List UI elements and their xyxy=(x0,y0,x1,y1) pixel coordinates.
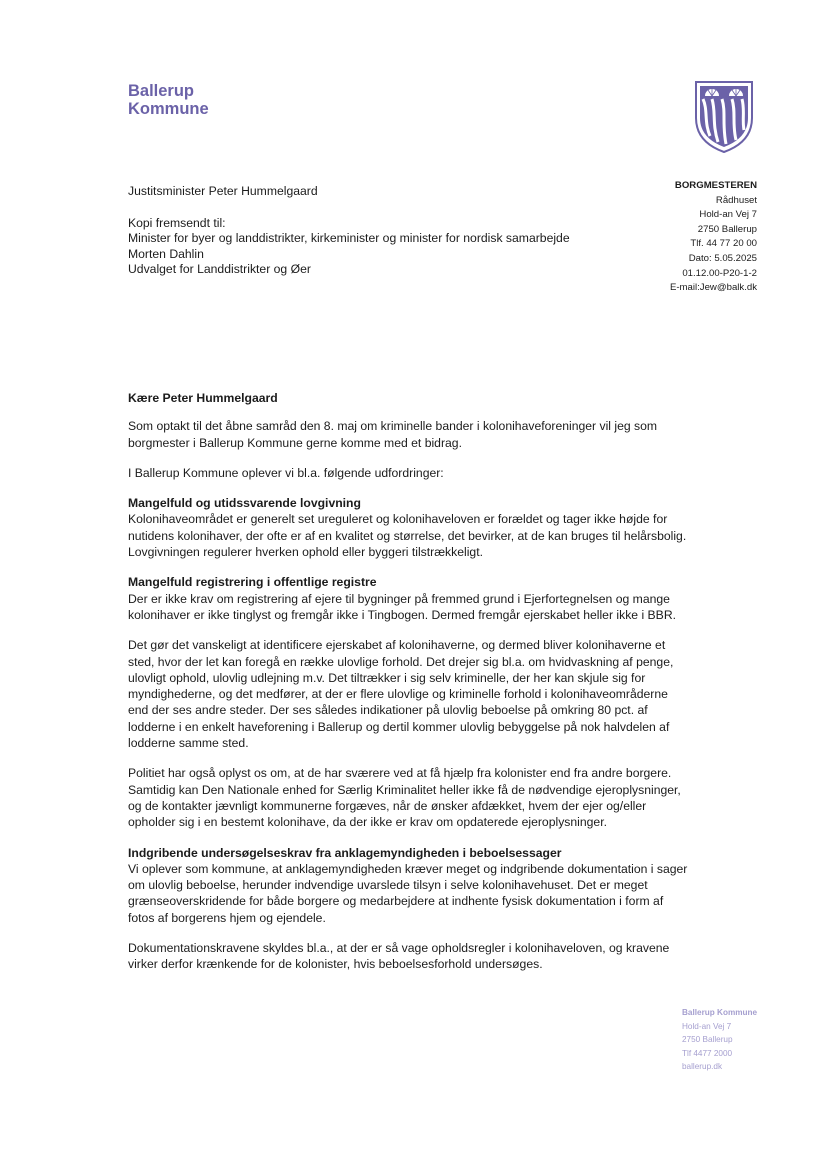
body-paragraph: Dokumentationskravene skyldes bl.a., at der er så vage opholdsregler i kolonihaveloven, og kravene virker derfor krænkende for de kolonister, hvis beboelsesforhold undersøges. xyxy=(128,941,670,972)
copy-label: Kopi fremsendt til: xyxy=(128,216,226,231)
sender-address: Rådhuset xyxy=(715,194,757,206)
logo-line-2: Kommune xyxy=(128,100,209,118)
section-text: Der er ikke krav om registrering af ejere til bygninger på fremmed grund i Ejerfortegnelsen og mange kolonihaver er ikke tinglyst og fremgår ikke i Tingbogen. Dermed fremgår ejerskabet heller ikke i BBR. xyxy=(128,591,677,622)
logo-wordmark xyxy=(128,82,209,118)
section-heading: Indgribende undersøgelseskrav fra anklagemyndigheden i beboelsessager xyxy=(128,845,562,860)
intro-paragraph: Som optakt til det åbne samråd den 8. maj om kriminelle bander i kolonihaveforeninger vil jeg som borgmester i Ballerup Kommune gerne komme med et bidrag. xyxy=(128,419,658,450)
section-registration xyxy=(128,574,688,623)
recipients-block xyxy=(128,184,570,277)
copy-line: Udvalget for Landdistrikter og Øer xyxy=(128,261,311,276)
sender-title: BORGMESTEREN xyxy=(674,180,757,191)
copy-line: Morten Dahlin xyxy=(128,246,204,261)
recipient-to: Justitsminister Peter Hummelgaard xyxy=(128,184,318,198)
coat-of-arms-icon xyxy=(694,80,754,154)
sender-phone: Tlf. 44 77 20 00 xyxy=(690,238,757,250)
section-legislation xyxy=(128,495,688,560)
footer-phone: Tlf 4477 2000 xyxy=(682,1048,733,1058)
body-paragraph: Det gør det vanskeligt at identificere ejerskabet af kolonihaverne, og dermed bliver kolonihaverne et sted, hvor der let kan foregå en række ulovlige forhold. Det drejer sig bl.a. om hvidvaskning af penge, ulovligt ophold, ulovlig udlejning m.v. Det tiltrækker i sig selv kriminelle, der her kan skjule sig for myndighederne, og det medfører, at der er flere ulovlige og kriminelle forhold i kolonihaveområderne end der ses andre steder. Der ses således indikationer på ulovlig beboelse på omkring 80 pct. af lodderne i en enkelt haveforening i Ballerup og dertil kommer ulovlig bebyggelse på nok halvdelen af lodderne samme sted. xyxy=(128,638,674,751)
footer-name: Ballerup Kommune xyxy=(682,1008,758,1017)
letter-greeting: Kære Peter Hummelgaard xyxy=(128,391,278,405)
sender-email[interactable]: E-mail:Jew@balk.dk xyxy=(669,282,757,294)
copy-line: Minister for byer og landdistrikter, kirkeminister og minister for nordisk samarbejde xyxy=(128,231,570,246)
sender-block xyxy=(670,179,757,296)
sender-city: 2750 Ballerup xyxy=(697,223,757,235)
footer-city: 2750 Ballerup xyxy=(682,1035,733,1045)
body-paragraph: Politiet har også oplyst os om, at de har sværere ved at få hjælp fra kolonister end fra andre borgere. Samtidig kan Den Nationale enhed for Særlig Kriminalitet heller ikke få de nødvendige ejeroplysninger, og de kontakter jævnligt kommunerne forgæves, når de ønsker afdækket, hvem der ejer og/eller opholder sig i en bestemt kolonihave, da der ikke er krav om opdaterede ejeroplysninger. xyxy=(128,766,681,830)
footer-street: Hold-an Vej 7 xyxy=(682,1021,732,1031)
section-investigation xyxy=(128,845,688,926)
sender-date: Dato: 5.05.2025 xyxy=(688,252,757,264)
section-text: Kolonihaveområdet er generelt set ureguleret og kolonihaveloven er forældet og tager ikke højde for nutidens kolonihaver, der ofte er af en kvalitet og størrelse, det bevirker, at de kan bruges til helårsbolig. Lovgivningen regulerer hverken ophold eller byggeri tilstrækkeligt. xyxy=(128,512,687,560)
footer-address xyxy=(682,1006,757,1074)
sender-street: Hold-an Vej 7 xyxy=(699,209,757,221)
section-heading: Mangelfuld registrering i offentlige registre xyxy=(128,575,377,590)
sender-reference: 01.12.00-P20-1-2 xyxy=(682,267,757,279)
lead-paragraph: I Ballerup Kommune oplever vi bl.a. følgende udfordringer: xyxy=(128,465,444,480)
footer-website[interactable]: ballerup.dk xyxy=(682,1062,723,1072)
letter-body xyxy=(128,390,688,987)
logo-line-1: Ballerup xyxy=(128,82,195,100)
section-text: Vi oplever som kommune, at anklagemyndigheden kræver meget og indgribende dokumentation i sager om ulovlig beboelse, herunder indvendige uvarslede tilsyn i selve kolonihavehuset. Det er meget grænseoverskridende for både borgere og medarbejdere at indhente fysisk dokumentation i form af fotos af borgerens hjem og ejendele. xyxy=(128,861,688,925)
section-heading: Mangelfuld og utidssvarende lovgivning xyxy=(128,496,361,511)
